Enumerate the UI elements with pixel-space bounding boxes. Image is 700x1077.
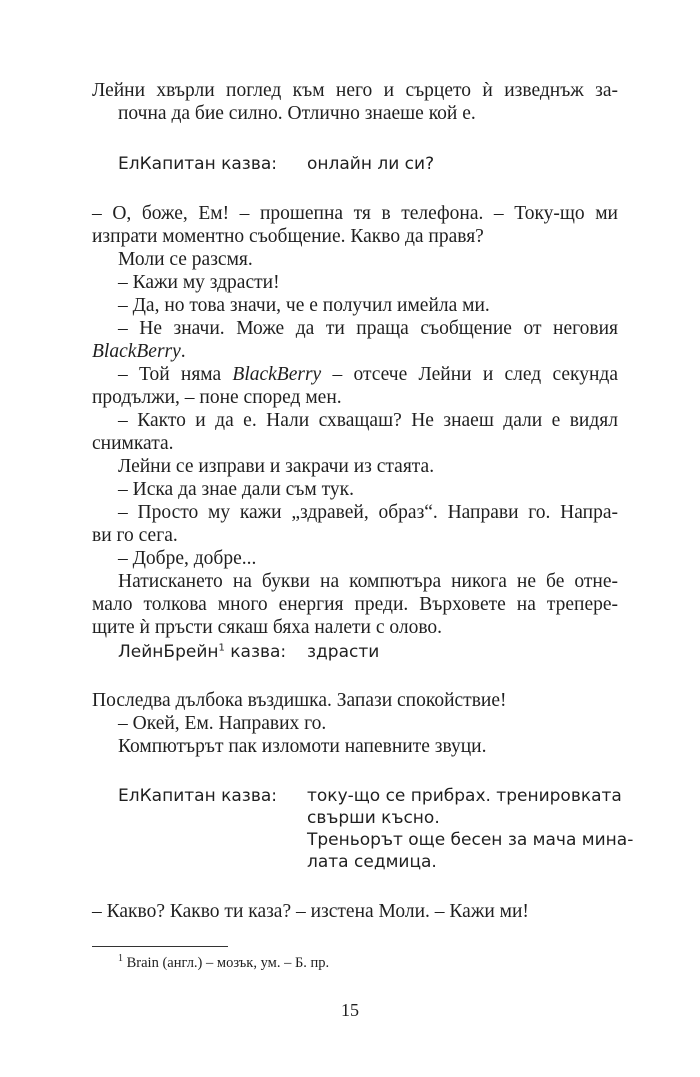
text-line: – Да, но това значи, че е получил имейла ми.: [118, 295, 490, 316]
text-line: щите ѝ пръсти сякаш бяха налети с олово.: [92, 617, 443, 638]
text-line: почна да бие силно. Отлично знаеше кой е.: [118, 103, 476, 124]
italic-brand: BlackBerry: [92, 341, 181, 362]
chat-message: Треньорът още бесен за мача мина-: [307, 830, 634, 850]
footnote-mark: 1: [118, 953, 123, 965]
chat-sender: ЛейнБрейн$^1$ казва:: [118, 642, 287, 662]
footnote-divider: [92, 946, 228, 947]
text-line: – Не значи. Може да ти праща съобщение от неговия: [118, 318, 618, 339]
text-line: Моли се разсмя.: [118, 249, 253, 270]
text-line: – Както и да е. Нали схващаш? Не знаеш дали е видял: [118, 410, 618, 431]
footnote-mark: 1: [218, 642, 225, 654]
italic-brand: BlackBerry: [232, 364, 322, 385]
chat-sender: ЕлКапитан казва:: [118, 154, 277, 174]
text-line: Натискането на букви на компютъра никога не бе отне-: [118, 571, 618, 592]
chat-message: лата седмица.: [307, 852, 437, 872]
text-line: – О, боже, Ем! – прошепна тя в телефона. – Току-що ми: [92, 203, 618, 224]
text-line: изпрати моментно съобщение. Какво да правя?: [92, 226, 484, 247]
text-line: – Просто му кажи „здравей, образ“. Направи го. Напра-: [118, 502, 618, 523]
chat-message: току-що се прибрах. тренировката: [307, 786, 622, 806]
text-line: – Добре, добре...: [118, 548, 257, 569]
text-line: Лейни хвърли поглед към него и сърцето ѝ изведнъж за-: [92, 80, 618, 101]
text-line: мало толкова много енергия преди. Върховете на треперe-: [92, 594, 618, 615]
text-line: Компютърът пак изломоти напевните звуци.: [118, 736, 487, 757]
text-line: снимката.: [92, 433, 174, 454]
chat-message: здрасти: [307, 642, 380, 662]
chat-sender: ЕлКапитан казва:: [118, 786, 277, 806]
text-line: BlackBerry.: [92, 341, 186, 362]
text-line: – Иска да знае дали съм тук.: [118, 479, 354, 500]
text-line: – Окей, Ем. Направих го.: [118, 713, 327, 734]
text-line: – Кажи му здрасти!: [118, 272, 280, 293]
text-line: Последва дълбока въздишка. Запази спокойствие!: [92, 690, 507, 711]
text-line: Лейни се изправи и закрачи из стаята.: [118, 456, 435, 477]
chat-message: свърши късно.: [307, 808, 440, 828]
text-line: продължи, – поне според мен.: [92, 387, 342, 408]
text-line: ви го сега.: [92, 525, 178, 546]
text-line: – Той няма BlackBerry – отсече Лейни и след секунда: [118, 364, 618, 385]
page-number: 15: [341, 1000, 359, 1020]
chat-message: онлайн ли си?: [307, 154, 435, 174]
footnote: $^1$ Brain (англ.) – мозък, ум. – Б. пр.: [118, 953, 330, 971]
text-line: – Какво? Какво ти каза? – изстена Моли. – Кажи ми!: [92, 901, 529, 922]
